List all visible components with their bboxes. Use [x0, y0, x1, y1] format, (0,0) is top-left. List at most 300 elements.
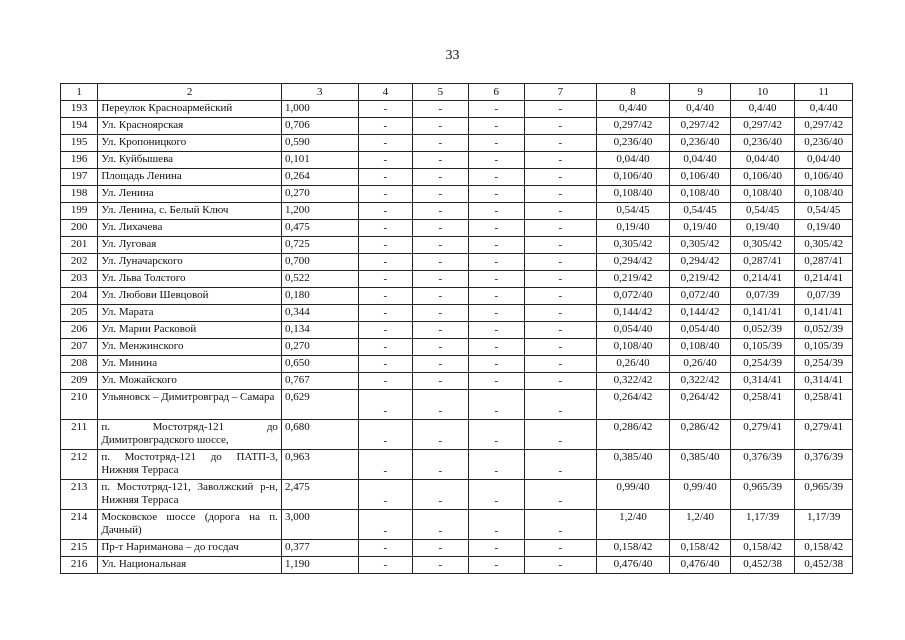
- value-cell: 0,054/40: [670, 322, 731, 339]
- empty-value-cell: -: [525, 271, 597, 288]
- value-cell: 0,264/42: [596, 390, 670, 420]
- empty-value-cell: -: [413, 540, 468, 557]
- value-cell: 0,476/40: [596, 557, 670, 574]
- value-cell: 0,287/41: [730, 254, 795, 271]
- length-cell: 0,264: [281, 169, 358, 186]
- header-cell: 11: [795, 84, 853, 101]
- value-cell: 0,106/40: [730, 169, 795, 186]
- value-cell: 0,286/42: [670, 420, 731, 450]
- length-cell: 0,725: [281, 237, 358, 254]
- row-number-cell: 202: [61, 254, 98, 271]
- value-cell: 0,258/41: [795, 390, 853, 420]
- value-cell: 0,385/40: [670, 450, 731, 480]
- value-cell: 0,19/40: [795, 220, 853, 237]
- empty-value-cell: -: [358, 169, 412, 186]
- empty-value-cell: -: [358, 339, 412, 356]
- empty-value-cell: -: [525, 373, 597, 390]
- empty-value-cell: -: [413, 480, 468, 510]
- value-cell: 0,54/45: [795, 203, 853, 220]
- street-name-cell: Ул. Марата: [98, 305, 282, 322]
- value-cell: 0,54/45: [670, 203, 731, 220]
- value-cell: 0,236/40: [795, 135, 853, 152]
- header-cell: 10: [730, 84, 795, 101]
- empty-value-cell: -: [413, 135, 468, 152]
- value-cell: 0,072/40: [596, 288, 670, 305]
- value-cell: 0,106/40: [795, 169, 853, 186]
- empty-value-cell: -: [413, 356, 468, 373]
- empty-value-cell: -: [468, 203, 524, 220]
- empty-value-cell: -: [413, 152, 468, 169]
- empty-value-cell: -: [468, 118, 524, 135]
- value-cell: 0,452/38: [795, 557, 853, 574]
- street-name-cell: Ул. Льва Толстого: [98, 271, 282, 288]
- header-cell: 1: [61, 84, 98, 101]
- page-number: 33: [445, 48, 460, 63]
- table-row: [61, 450, 853, 480]
- table-row: [61, 118, 853, 135]
- empty-value-cell: -: [468, 356, 524, 373]
- empty-value-cell: -: [413, 271, 468, 288]
- table-row: [61, 237, 853, 254]
- header-cell: 6: [468, 84, 524, 101]
- length-cell: 0,963: [281, 450, 358, 480]
- empty-value-cell: -: [468, 480, 524, 510]
- empty-value-cell: -: [525, 557, 597, 574]
- empty-value-cell: -: [358, 480, 412, 510]
- value-cell: 0,19/40: [730, 220, 795, 237]
- empty-value-cell: -: [468, 322, 524, 339]
- value-cell: 0,158/42: [795, 540, 853, 557]
- empty-value-cell: -: [525, 540, 597, 557]
- value-cell: 1,2/40: [670, 510, 731, 540]
- value-cell: 0,07/39: [795, 288, 853, 305]
- value-cell: 0,052/39: [795, 322, 853, 339]
- row-number-cell: 215: [61, 540, 98, 557]
- empty-value-cell: -: [413, 220, 468, 237]
- street-name-cell: Площадь Ленина: [98, 169, 282, 186]
- empty-value-cell: -: [358, 420, 412, 450]
- value-cell: 0,106/40: [670, 169, 731, 186]
- row-number-cell: 212: [61, 450, 98, 480]
- table-row: [61, 510, 853, 540]
- value-cell: 0,322/42: [596, 373, 670, 390]
- value-cell: 0,144/42: [596, 305, 670, 322]
- empty-value-cell: -: [525, 322, 597, 339]
- empty-value-cell: -: [358, 356, 412, 373]
- table-row: [61, 305, 853, 322]
- empty-value-cell: -: [525, 237, 597, 254]
- value-cell: 0,294/42: [670, 254, 731, 271]
- street-name-cell: Ул. Лихачева: [98, 220, 282, 237]
- length-cell: 0,134: [281, 322, 358, 339]
- row-number-cell: 209: [61, 373, 98, 390]
- table-row: [61, 203, 853, 220]
- table-row: [61, 271, 853, 288]
- empty-value-cell: -: [413, 510, 468, 540]
- value-cell: 0,108/40: [596, 339, 670, 356]
- street-name-cell: Ул. Национальная: [98, 557, 282, 574]
- empty-value-cell: -: [413, 288, 468, 305]
- row-number-cell: 194: [61, 118, 98, 135]
- table-row: [61, 540, 853, 557]
- value-cell: 0,254/39: [795, 356, 853, 373]
- table-row: [61, 254, 853, 271]
- empty-value-cell: -: [413, 305, 468, 322]
- row-number-cell: 200: [61, 220, 98, 237]
- row-number-cell: 196: [61, 152, 98, 169]
- value-cell: 0,108/40: [670, 339, 731, 356]
- street-name-cell: Ул. Можайского: [98, 373, 282, 390]
- length-cell: 0,522: [281, 271, 358, 288]
- table-body: [61, 101, 853, 574]
- header-cell: 2: [98, 84, 282, 101]
- empty-value-cell: -: [525, 169, 597, 186]
- empty-value-cell: -: [468, 510, 524, 540]
- row-number-cell: 199: [61, 203, 98, 220]
- street-name-cell: п. Мостотряд-121, Заволжский р-н, Нижняя Терраса: [98, 480, 282, 510]
- row-number-cell: 208: [61, 356, 98, 373]
- empty-value-cell: -: [525, 510, 597, 540]
- empty-value-cell: -: [413, 254, 468, 271]
- row-number-cell: 205: [61, 305, 98, 322]
- street-name-cell: Ул. Марии Расковой: [98, 322, 282, 339]
- empty-value-cell: -: [525, 135, 597, 152]
- value-cell: 0,99/40: [670, 480, 731, 510]
- row-number-cell: 203: [61, 271, 98, 288]
- value-cell: 0,158/42: [670, 540, 731, 557]
- value-cell: 0,294/42: [596, 254, 670, 271]
- value-cell: 0,297/42: [596, 118, 670, 135]
- length-cell: 1,190: [281, 557, 358, 574]
- empty-value-cell: -: [525, 339, 597, 356]
- empty-value-cell: -: [525, 101, 597, 118]
- row-number-cell: 193: [61, 101, 98, 118]
- empty-value-cell: -: [358, 390, 412, 420]
- value-cell: 0,286/42: [596, 420, 670, 450]
- empty-value-cell: -: [468, 450, 524, 480]
- value-cell: 0,279/41: [730, 420, 795, 450]
- length-cell: 0,270: [281, 339, 358, 356]
- value-cell: 0,105/39: [795, 339, 853, 356]
- value-cell: 0,385/40: [596, 450, 670, 480]
- value-cell: 0,305/42: [596, 237, 670, 254]
- length-cell: 0,680: [281, 420, 358, 450]
- value-cell: 0,19/40: [596, 220, 670, 237]
- empty-value-cell: -: [468, 237, 524, 254]
- value-cell: 0,07/39: [730, 288, 795, 305]
- street-name-cell: п. Мостотряд-121 до ПАТП-3, Нижняя Терраса: [98, 450, 282, 480]
- empty-value-cell: -: [413, 101, 468, 118]
- table-row: [61, 288, 853, 305]
- value-cell: 0,219/42: [670, 271, 731, 288]
- empty-value-cell: -: [413, 390, 468, 420]
- table-row: [61, 322, 853, 339]
- value-cell: 0,965/39: [795, 480, 853, 510]
- value-cell: 0,04/40: [670, 152, 731, 169]
- empty-value-cell: -: [358, 135, 412, 152]
- value-cell: 0,297/42: [730, 118, 795, 135]
- empty-value-cell: -: [358, 203, 412, 220]
- value-cell: 0,236/40: [730, 135, 795, 152]
- empty-value-cell: -: [468, 305, 524, 322]
- value-cell: 0,219/42: [596, 271, 670, 288]
- empty-value-cell: -: [525, 118, 597, 135]
- empty-value-cell: -: [468, 288, 524, 305]
- value-cell: 0,04/40: [795, 152, 853, 169]
- value-cell: 0,376/39: [730, 450, 795, 480]
- empty-value-cell: -: [358, 237, 412, 254]
- empty-value-cell: -: [468, 540, 524, 557]
- value-cell: 0,236/40: [596, 135, 670, 152]
- empty-value-cell: -: [358, 305, 412, 322]
- empty-value-cell: -: [358, 373, 412, 390]
- empty-value-cell: -: [468, 271, 524, 288]
- empty-value-cell: -: [525, 420, 597, 450]
- value-cell: 0,158/42: [596, 540, 670, 557]
- empty-value-cell: -: [525, 254, 597, 271]
- empty-value-cell: -: [468, 390, 524, 420]
- empty-value-cell: -: [358, 540, 412, 557]
- empty-value-cell: -: [413, 373, 468, 390]
- empty-value-cell: -: [525, 186, 597, 203]
- value-cell: 0,054/40: [596, 322, 670, 339]
- length-cell: 0,706: [281, 118, 358, 135]
- empty-value-cell: -: [358, 220, 412, 237]
- empty-value-cell: -: [413, 450, 468, 480]
- street-name-cell: Ул. Ленина: [98, 186, 282, 203]
- street-name-cell: Ул. Куйбышева: [98, 152, 282, 169]
- street-name-cell: Ул. Луначарского: [98, 254, 282, 271]
- empty-value-cell: -: [358, 186, 412, 203]
- empty-value-cell: -: [468, 152, 524, 169]
- header-cell: 8: [596, 84, 670, 101]
- value-cell: 1,2/40: [596, 510, 670, 540]
- table-row: [61, 356, 853, 373]
- empty-value-cell: -: [468, 220, 524, 237]
- street-name-cell: Переулок Красноармейский: [98, 101, 282, 118]
- empty-value-cell: -: [468, 186, 524, 203]
- road-table: [60, 83, 853, 574]
- length-cell: 0,101: [281, 152, 358, 169]
- header-cell: 7: [525, 84, 597, 101]
- value-cell: 1,17/39: [795, 510, 853, 540]
- empty-value-cell: -: [358, 557, 412, 574]
- value-cell: 0,04/40: [596, 152, 670, 169]
- table-row: [61, 186, 853, 203]
- length-cell: 0,180: [281, 288, 358, 305]
- table-row: [61, 220, 853, 237]
- header-cell: 3: [281, 84, 358, 101]
- value-cell: 0,04/40: [730, 152, 795, 169]
- street-name-cell: Ульяновск – Димитровград – Самара: [98, 390, 282, 420]
- empty-value-cell: -: [525, 305, 597, 322]
- empty-value-cell: -: [358, 152, 412, 169]
- value-cell: 0,297/42: [795, 118, 853, 135]
- row-number-cell: 214: [61, 510, 98, 540]
- value-cell: 0,965/39: [730, 480, 795, 510]
- row-number-cell: 210: [61, 390, 98, 420]
- length-cell: 0,270: [281, 186, 358, 203]
- value-cell: 0,26/40: [670, 356, 731, 373]
- value-cell: 0,287/41: [795, 254, 853, 271]
- empty-value-cell: -: [413, 118, 468, 135]
- empty-value-cell: -: [358, 450, 412, 480]
- empty-value-cell: -: [468, 373, 524, 390]
- value-cell: 0,108/40: [670, 186, 731, 203]
- value-cell: 0,052/39: [730, 322, 795, 339]
- empty-value-cell: -: [468, 135, 524, 152]
- table-row: [61, 135, 853, 152]
- value-cell: 0,141/41: [730, 305, 795, 322]
- street-name-cell: п. Мостотряд-121 до Димитровградского шоссе,: [98, 420, 282, 450]
- value-cell: 0,314/41: [795, 373, 853, 390]
- street-name-cell: Пр-т Нариманова – до госдач: [98, 540, 282, 557]
- table-row: [61, 152, 853, 169]
- value-cell: 0,258/41: [730, 390, 795, 420]
- value-cell: 0,158/42: [730, 540, 795, 557]
- length-cell: 2,475: [281, 480, 358, 510]
- length-cell: 0,377: [281, 540, 358, 557]
- value-cell: 0,452/38: [730, 557, 795, 574]
- table-row: [61, 373, 853, 390]
- empty-value-cell: -: [413, 186, 468, 203]
- value-cell: 0,54/45: [596, 203, 670, 220]
- table-row: [61, 339, 853, 356]
- value-cell: 0,314/41: [730, 373, 795, 390]
- empty-value-cell: -: [358, 118, 412, 135]
- street-name-cell: Ул. Минина: [98, 356, 282, 373]
- header-cell: 5: [413, 84, 468, 101]
- length-cell: 3,000: [281, 510, 358, 540]
- value-cell: 0,19/40: [670, 220, 731, 237]
- length-cell: 0,475: [281, 220, 358, 237]
- value-cell: 0,105/39: [730, 339, 795, 356]
- value-cell: 0,376/39: [795, 450, 853, 480]
- row-number-cell: 211: [61, 420, 98, 450]
- row-number-cell: 216: [61, 557, 98, 574]
- value-cell: 0,4/40: [596, 101, 670, 118]
- empty-value-cell: -: [525, 220, 597, 237]
- empty-value-cell: -: [525, 450, 597, 480]
- value-cell: 0,99/40: [596, 480, 670, 510]
- empty-value-cell: -: [525, 152, 597, 169]
- empty-value-cell: -: [525, 390, 597, 420]
- street-name-cell: Ул. Красноярская: [98, 118, 282, 135]
- length-cell: 0,590: [281, 135, 358, 152]
- street-name-cell: Московское шоссе (дорога на п. Дачный): [98, 510, 282, 540]
- empty-value-cell: -: [525, 203, 597, 220]
- empty-value-cell: -: [468, 557, 524, 574]
- empty-value-cell: -: [358, 288, 412, 305]
- value-cell: 0,297/42: [670, 118, 731, 135]
- row-number-cell: 201: [61, 237, 98, 254]
- value-cell: 0,54/45: [730, 203, 795, 220]
- table-row: [61, 557, 853, 574]
- value-cell: 0,106/40: [596, 169, 670, 186]
- value-cell: 0,4/40: [670, 101, 731, 118]
- empty-value-cell: -: [468, 101, 524, 118]
- value-cell: 0,322/42: [670, 373, 731, 390]
- value-cell: 0,108/40: [795, 186, 853, 203]
- value-cell: 0,4/40: [730, 101, 795, 118]
- row-number-cell: 204: [61, 288, 98, 305]
- empty-value-cell: -: [525, 480, 597, 510]
- value-cell: 0,144/42: [670, 305, 731, 322]
- length-cell: 0,700: [281, 254, 358, 271]
- empty-value-cell: -: [413, 322, 468, 339]
- length-cell: 0,629: [281, 390, 358, 420]
- empty-value-cell: -: [358, 101, 412, 118]
- header-cell: 4: [358, 84, 412, 101]
- length-cell: 0,344: [281, 305, 358, 322]
- table-row: [61, 480, 853, 510]
- value-cell: 0,305/42: [730, 237, 795, 254]
- empty-value-cell: -: [413, 169, 468, 186]
- table-header: [61, 84, 853, 101]
- row-number-cell: 195: [61, 135, 98, 152]
- street-name-cell: Ул. Луговая: [98, 237, 282, 254]
- value-cell: 0,108/40: [596, 186, 670, 203]
- empty-value-cell: -: [525, 288, 597, 305]
- value-cell: 0,4/40: [795, 101, 853, 118]
- length-cell: 1,000: [281, 101, 358, 118]
- empty-value-cell: -: [358, 322, 412, 339]
- empty-value-cell: -: [413, 420, 468, 450]
- row-number-cell: 206: [61, 322, 98, 339]
- empty-value-cell: -: [413, 557, 468, 574]
- value-cell: 0,141/41: [795, 305, 853, 322]
- length-cell: 0,650: [281, 356, 358, 373]
- value-cell: 1,17/39: [730, 510, 795, 540]
- value-cell: 0,279/41: [795, 420, 853, 450]
- value-cell: 0,214/41: [795, 271, 853, 288]
- table-row: [61, 169, 853, 186]
- row-number-cell: 207: [61, 339, 98, 356]
- row-number-cell: 213: [61, 480, 98, 510]
- value-cell: 0,108/40: [730, 186, 795, 203]
- empty-value-cell: -: [413, 237, 468, 254]
- value-cell: 0,254/39: [730, 356, 795, 373]
- header-cell: 9: [670, 84, 731, 101]
- empty-value-cell: -: [468, 339, 524, 356]
- value-cell: 0,214/41: [730, 271, 795, 288]
- street-name-cell: Ул. Кропоницкого: [98, 135, 282, 152]
- length-cell: 0,767: [281, 373, 358, 390]
- value-cell: 0,072/40: [670, 288, 731, 305]
- empty-value-cell: -: [468, 254, 524, 271]
- empty-value-cell: -: [413, 339, 468, 356]
- empty-value-cell: -: [413, 203, 468, 220]
- empty-value-cell: -: [358, 254, 412, 271]
- street-name-cell: Ул. Менжинского: [98, 339, 282, 356]
- empty-value-cell: -: [358, 271, 412, 288]
- street-name-cell: Ул. Любови Шевцовой: [98, 288, 282, 305]
- value-cell: 0,26/40: [596, 356, 670, 373]
- empty-value-cell: -: [358, 510, 412, 540]
- length-cell: 1,200: [281, 203, 358, 220]
- value-cell: 0,476/40: [670, 557, 731, 574]
- empty-value-cell: -: [468, 420, 524, 450]
- row-number-cell: 197: [61, 169, 98, 186]
- value-cell: 0,236/40: [670, 135, 731, 152]
- empty-value-cell: -: [525, 356, 597, 373]
- value-cell: 0,305/42: [670, 237, 731, 254]
- row-number-cell: 198: [61, 186, 98, 203]
- value-cell: 0,305/42: [795, 237, 853, 254]
- value-cell: 0,264/42: [670, 390, 731, 420]
- table-row: [61, 390, 853, 420]
- street-name-cell: Ул. Ленина, с. Белый Ключ: [98, 203, 282, 220]
